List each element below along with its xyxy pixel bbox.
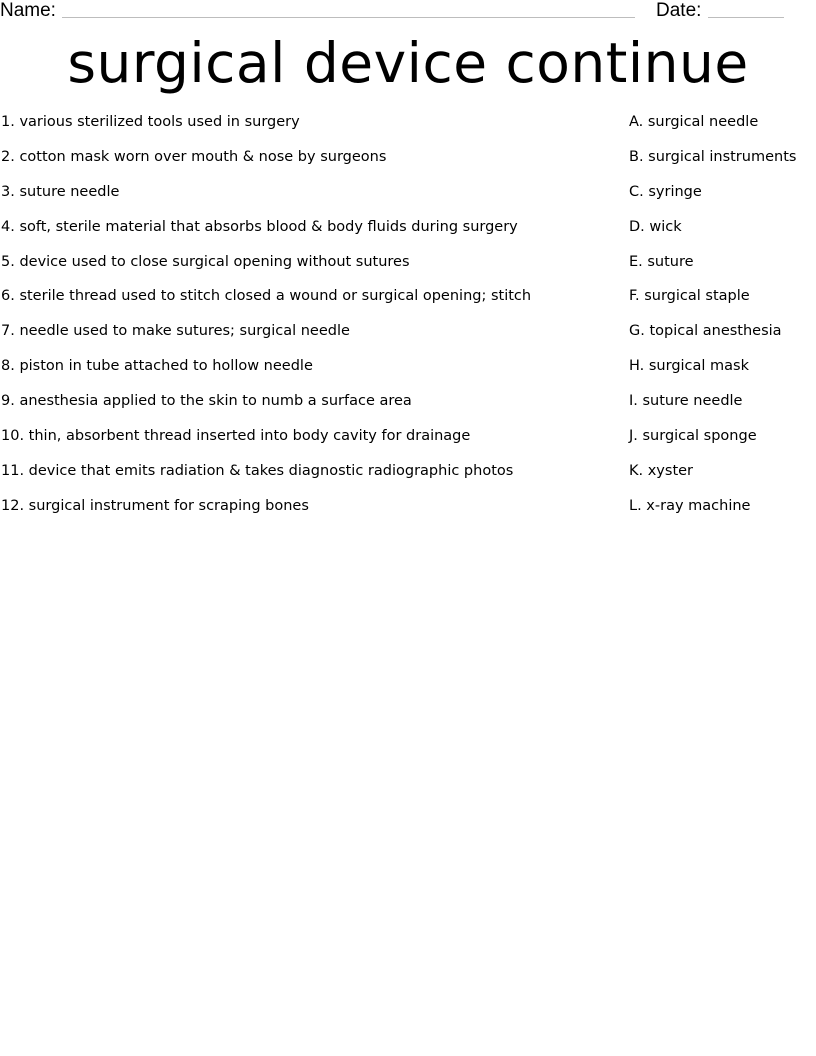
question-item: 7. needle used to make sutures; surgical needle xyxy=(1,323,350,340)
matching-row xyxy=(0,112,816,147)
answer-item: J. surgical sponge xyxy=(629,428,757,445)
question-item: 9. anesthesia applied to the skin to numb a surface area xyxy=(1,393,412,410)
name-field-line xyxy=(62,17,635,18)
question-item: 2. cotton mask worn over mouth & nose by surgeons xyxy=(1,148,387,165)
question-item: 1. various sterilized tools used in surgery xyxy=(1,114,300,130)
matching-row xyxy=(0,286,816,321)
question-item: 8. piston in tube attached to hollow needle xyxy=(1,358,313,375)
question-item: 6. sterile thread used to stitch closed a wound or surgical opening; stitch xyxy=(1,288,532,305)
date-label: Date: xyxy=(656,0,702,21)
answer-item: G. topical anesthesia xyxy=(629,323,782,340)
question-item: 3. suture needle xyxy=(1,183,120,200)
matching-row xyxy=(0,356,816,391)
answer-item: H. surgical mask xyxy=(629,358,750,375)
worksheet-title: surgical device continue xyxy=(67,31,749,95)
question-item: 12. surgical instrument for scraping bones xyxy=(1,497,309,514)
answer-item: L. x-ray machine xyxy=(629,497,751,514)
matching-row xyxy=(0,147,816,182)
question-item: 11. device that emits radiation & takes diagnostic radiographic photos xyxy=(1,462,514,479)
question-item: 4. soft, sterile material that absorbs blood & body fluids during surgery xyxy=(1,218,518,235)
answer-item: D. wick xyxy=(629,218,682,235)
worksheet-header xyxy=(0,0,816,24)
answer-item: F. surgical staple xyxy=(629,288,750,305)
question-item: 5. device used to close surgical opening without sutures xyxy=(1,253,410,270)
name-label: Name: xyxy=(0,0,56,21)
answer-item: C. syringe xyxy=(629,183,702,200)
question-item: 10. thin, absorbent thread inserted into body cavity for drainage xyxy=(1,428,471,445)
matching-row xyxy=(0,391,816,426)
answer-item: K. xyster xyxy=(629,462,694,479)
matching-row xyxy=(0,426,816,461)
matching-row xyxy=(0,496,816,531)
answer-item: B. surgical instruments xyxy=(629,148,797,165)
answer-item: A. surgical needle xyxy=(629,114,759,130)
matching-row xyxy=(0,182,816,217)
matching-list xyxy=(0,112,816,531)
matching-row xyxy=(0,461,816,496)
matching-row xyxy=(0,321,816,356)
matching-row xyxy=(0,217,816,252)
answer-item: I. suture needle xyxy=(629,393,743,410)
date-field-line xyxy=(708,17,784,18)
matching-row xyxy=(0,252,816,287)
answer-item: E. suture xyxy=(629,253,694,270)
